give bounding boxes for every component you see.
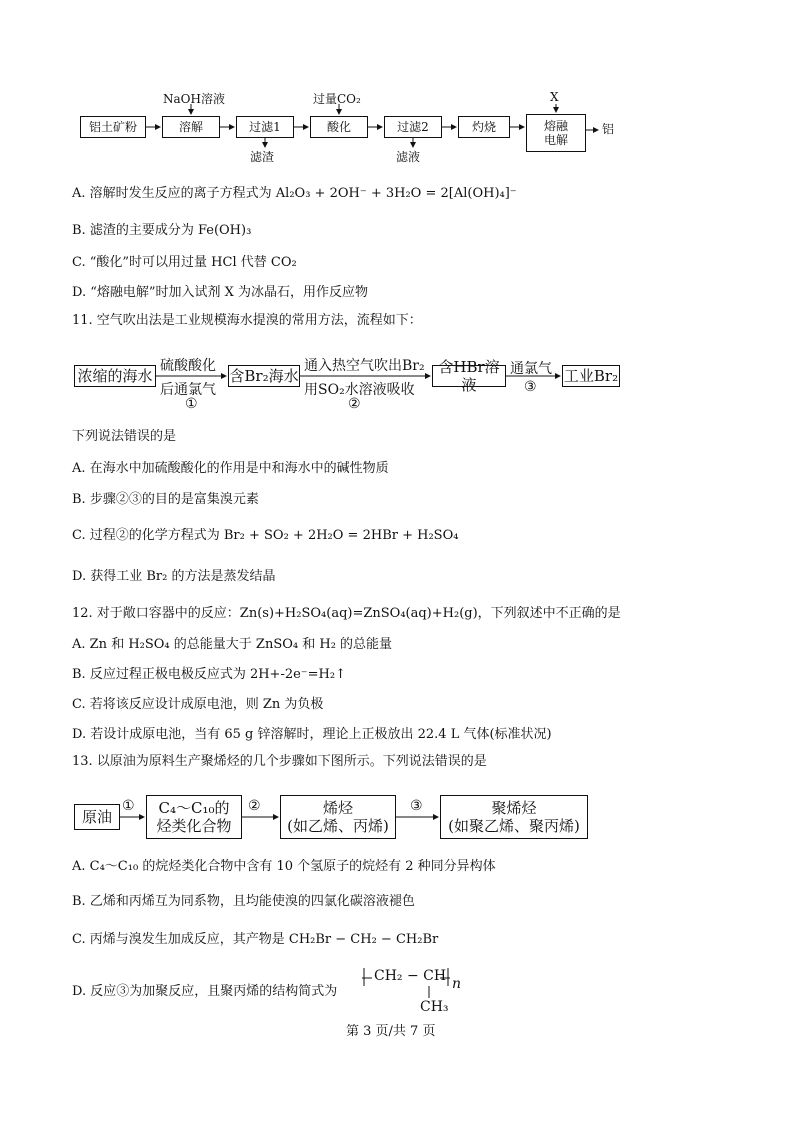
polyolefin-line1: 聚烯烃 xyxy=(491,799,537,817)
reagent-naoh: NaOH溶液 xyxy=(163,92,225,106)
alkene-line2: (如乙烯、丙烯) xyxy=(287,817,389,835)
electrolysis-line1: 熔融 xyxy=(543,119,568,133)
formula-methyl: CH₃ xyxy=(420,999,449,1015)
q11-option-b: B. 步骤②③的目的是富集溴元素 xyxy=(72,492,259,507)
box-bauxite: 铝土矿粉 xyxy=(80,116,146,138)
box-hbr-solution: 含HBr溶液 xyxy=(432,365,506,387)
waste-filtrate: 滤液 xyxy=(396,150,421,164)
q10-option-b: B. 滤渣的主要成分为 Fe(OH)₃ xyxy=(72,223,252,238)
q12-stem: 12. 对于敞口容器中的反应：Zn(s)+H₂SO₄(aq)=ZnSO₄(aq)+H₂(g)，下列叙述中不正确的是 xyxy=(72,606,621,621)
reagent-co2: 过量CO₂ xyxy=(313,92,361,106)
q12-option-c: C. 若将该反应设计成原电池，则 Zn 为负极 xyxy=(72,697,324,712)
formula-main: CH₂ − CH xyxy=(374,968,447,984)
box-filter2: 过滤2 xyxy=(384,116,442,138)
box-concentrated-seawater: 浓缩的海水 xyxy=(74,365,156,387)
formula-n: n xyxy=(452,976,462,992)
step3-top: 通氯气 xyxy=(510,361,552,377)
step1-number: ① xyxy=(185,396,198,412)
q10-option-a: A. 溶解时发生反应的离子方程式为 Al₂O₃ + 2OH⁻ + 3H₂O = 2[Al(OH)₄]⁻ xyxy=(72,186,517,201)
q13-option-c: C. 丙烯与溴发生加成反应，其产物是 CH₂Br − CH₂ − CH₂Br xyxy=(72,932,439,947)
alkene-line1: 烯烃 xyxy=(322,799,353,817)
reagent-x: X xyxy=(550,90,559,104)
box-acidify: 酸化 xyxy=(310,116,368,138)
q11-option-a: A. 在海水中加硫酸酸化的作用是中和海水中的碱性物质 xyxy=(72,461,389,476)
electrolysis-line2: 电解 xyxy=(543,133,568,147)
q13-option-b: B. 乙烯和丙烯互为同系物，且均能使溴的四氯化碳溶液褪色 xyxy=(72,894,415,909)
q13-option-a: A. C₄～C₁₀ 的烷烃类化合物中含有 10 个氢原子的烷烃有 2 种同分异构体 xyxy=(72,859,496,874)
step2-number: ② xyxy=(348,396,361,412)
c4-c10-line2: 烃类化合物 xyxy=(156,817,232,835)
q13-option-d: D. 反应③为加聚反应，且聚丙烯的结构简式为 xyxy=(72,984,338,999)
box-br2-seawater: 含Br₂海水 xyxy=(229,367,299,385)
step3-number: ③ xyxy=(524,379,537,395)
step1-top: 硫酸酸化 xyxy=(160,358,216,374)
q11-option-d: D. 获得工业 Br₂ 的方法是蒸发结晶 xyxy=(72,569,276,584)
q11-question: 下列说法错误的是 xyxy=(72,429,177,444)
box-calcine: 灼烧 xyxy=(458,116,510,138)
step2-bottom: 用SO₂水溶液吸收 xyxy=(304,382,415,398)
product-aluminum: 铝 xyxy=(602,122,615,136)
q13-step1-number: ① xyxy=(122,798,135,814)
step1-bottom: 后通氯气 xyxy=(160,382,216,398)
box-filter1: 过滤1 xyxy=(236,116,294,138)
polyolefin-line2: (如聚乙烯、聚丙烯) xyxy=(448,817,580,835)
box-crude-oil: 原油 xyxy=(74,804,120,830)
step2-top: 通入热空气吹出Br₂ xyxy=(304,358,425,374)
q12-option-d: D. 若设计成原电池，当有 65 g 锌溶解时，理论上正极放出 22.4 L 气体(标准状况) xyxy=(72,727,552,742)
q11-stem: 11. 空气吹出法是工业规模海水提溴的常用方法，流程如下： xyxy=(72,313,422,328)
q13-step3-number: ③ xyxy=(410,798,423,814)
waste-residue: 滤渣 xyxy=(250,150,275,164)
q12-option-a: A. Zn 和 H₂SO₄ 的总能量大于 ZnSO₄ 和 H₂ 的总能量 xyxy=(72,637,393,652)
q10-option-d: D. “熔融电解”时加入试剂 X 为冰晶石，用作反应物 xyxy=(72,285,369,300)
c4-c10-line1: C₄～C₁₀的 xyxy=(158,799,230,817)
q13-stem: 13. 以原油为原料生产聚烯烃的几个步骤如下图所示。下列说法错误的是 xyxy=(72,754,487,769)
q12-option-b: B. 反应过程正极电极反应式为 2H+-2e⁻=H₂↑ xyxy=(72,667,347,682)
q11-option-c: C. 过程②的化学方程式为 Br₂ + SO₂ + 2H₂O = 2HBr + H₂SO₄ xyxy=(72,528,459,543)
box-dissolve: 溶解 xyxy=(162,116,220,138)
q10-option-c: C. “酸化”时可以用过量 HCl 代替 CO₂ xyxy=(72,255,297,270)
q13-step2-number: ② xyxy=(248,798,261,814)
page-footer: 第 3 页/共 7 页 xyxy=(346,1024,436,1039)
box-industrial-br2: 工业Br₂ xyxy=(563,367,619,385)
